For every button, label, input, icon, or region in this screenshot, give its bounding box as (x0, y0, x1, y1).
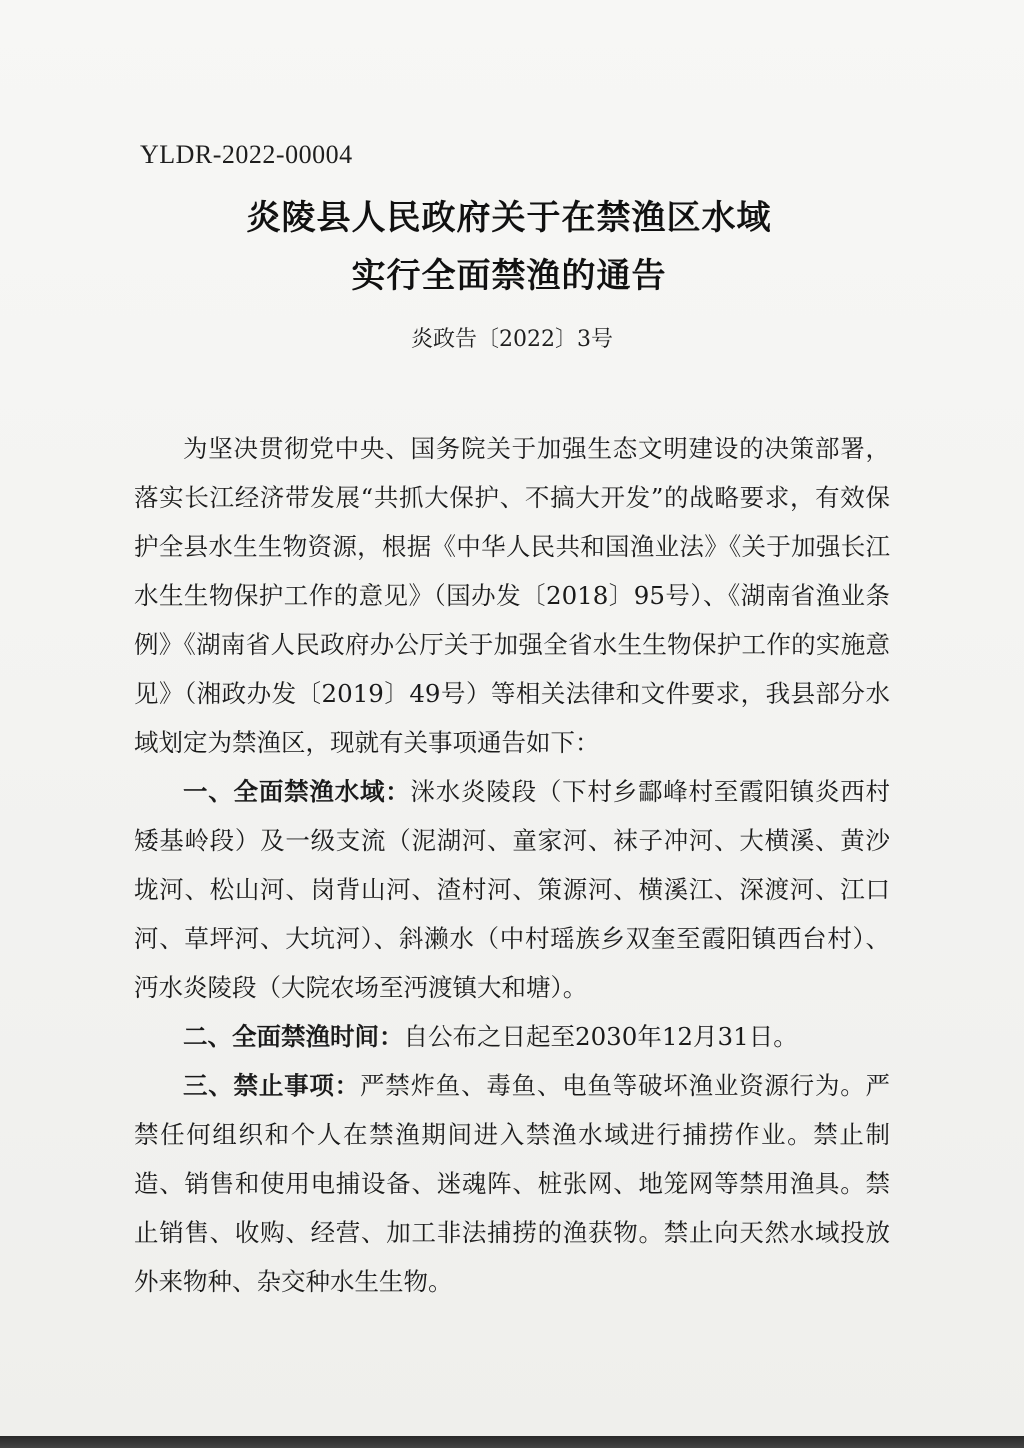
section-waters (134, 767, 890, 1012)
document-title-line-2: 实行全面禁渔的通告 (351, 256, 667, 296)
document-number: 炎政告〔2022〕3号 (411, 327, 613, 352)
scan-bottom-edge (0, 1436, 1024, 1448)
section-text: 自公布之日起至2030年12月31日。 (403, 1022, 798, 1051)
section-heading: 三、禁止事项： (183, 1071, 360, 1100)
section-heading: 二、全面禁渔时间： (183, 1022, 404, 1051)
document-body (134, 424, 890, 1306)
document-title-line-1: 炎陵县人民政府关于在禁渔区水域 (246, 198, 772, 238)
section-period (134, 1012, 890, 1061)
section-heading: 一、全面禁渔水域： (183, 777, 411, 806)
section-prohibitions (134, 1061, 890, 1306)
section-text: 严禁炸鱼、毒鱼、电鱼等破坏渔业资源行为。严禁任何组织和个人在禁渔期间进入禁渔水域进行捕捞作业。禁止制造、销售和使用电捕设备、迷魂阵、桩张网、地笼网等禁用渔具。禁止销售、收购、经营、加工非法捕捞的渔获物。禁止向天然水域投放外来物种、杂交种水生生物。 (134, 1071, 891, 1296)
document-id: YLDR-2022-00004 (140, 140, 353, 169)
section-text: 洣水炎陵段（下村乡酃峰村至霞阳镇炎西村矮基岭段）及一级支流（泥湖河、童家河、袜子冲河、大横溪、黄沙垅河、松山河、岗背山河、渣村河、策源河、横溪江、深渡河、江口河、草坪河、大坑河）、斜濑水（中村瑶族乡双奎至霞阳镇西台村）、沔水炎陵段（大院农场至沔渡镇大和塘）。 (134, 777, 890, 1002)
intro-paragraph: 为坚决贯彻党中央、国务院关于加强生态文明建设的决策部署，落实长江经济带发展“共抓大保护、不搞大开发”的战略要求，有效保护全县水生生物资源，根据《中华人民共和国渔业法》《关于加强长江水生生物保护工作的意见》（国办发〔2018〕95号）、《湖南省渔业条例》《湖南省人民政府办公厅关于加强全省水生生物保护工作的实施意见》（湘政办发〔2019〕49号）等相关法律和文件要求，我县部分水域划定为禁渔区，现就有关事项通告如下： (134, 434, 890, 757)
